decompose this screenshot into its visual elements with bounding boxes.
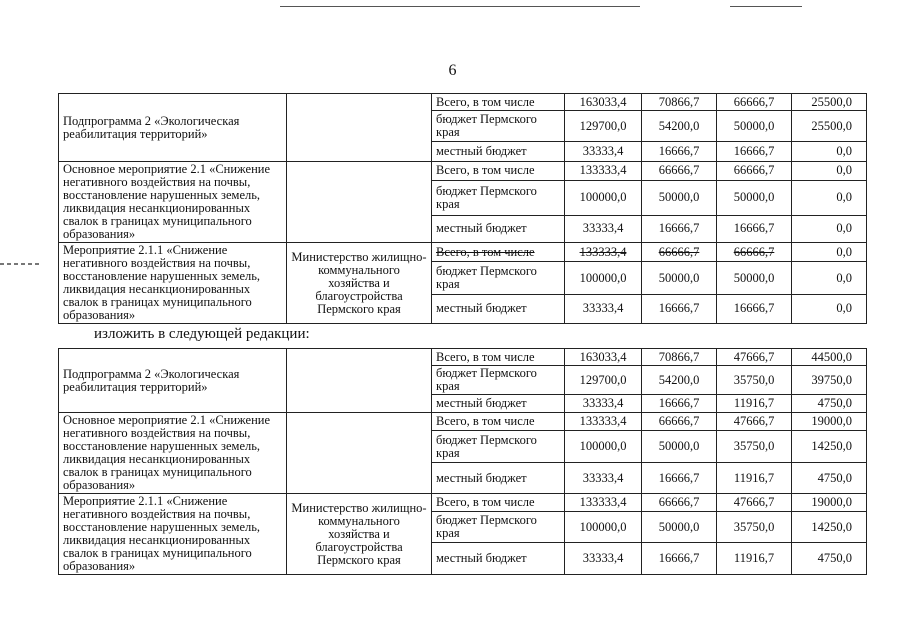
table-row bbox=[59, 94, 867, 111]
amount-cell: 50000,0 bbox=[642, 512, 717, 543]
amount-cell: 16666,7 bbox=[642, 294, 717, 323]
funding-source-cell: местный бюджет bbox=[432, 463, 565, 494]
item-name-cell: Основное мероприятие 2.1 «Снижение негативного воздействия на почвы, восстановление нарушенных земель, ликвидация несанкционированных свалок в границах муниципального образования» bbox=[59, 162, 287, 243]
amount-cell: 14250,0 bbox=[792, 431, 867, 463]
amount-cell: 70866,7 bbox=[642, 349, 717, 366]
executor-cell: Министерство жилищно-коммунального хозяйства и благоустройства Пермского края bbox=[287, 494, 432, 575]
amount-cell: 0,0 bbox=[792, 180, 867, 215]
amount-cell: 4750,0 bbox=[792, 395, 867, 413]
amount-cell: 54200,0 bbox=[642, 366, 717, 395]
amount-cell: 100000,0 bbox=[565, 431, 642, 463]
funding-source-cell: Всего, в том числе bbox=[432, 349, 565, 366]
funding-source-cell: местный бюджет bbox=[432, 215, 565, 242]
amount-cell: 35750,0 bbox=[717, 512, 792, 543]
scan-artifact-mark bbox=[0, 263, 40, 265]
amount-cell: 0,0 bbox=[792, 262, 867, 294]
funding-source-cell: бюджет Пермского края bbox=[432, 111, 565, 142]
amount-cell: 100000,0 bbox=[565, 512, 642, 543]
amount-cell: 25500,0 bbox=[792, 111, 867, 142]
amount-cell: 0,0 bbox=[792, 215, 867, 242]
funding-source-cell: местный бюджет bbox=[432, 543, 565, 575]
amount-cell: 0,0 bbox=[792, 162, 867, 181]
new-budget-table bbox=[58, 348, 867, 575]
executor-cell: Министерство жилищно-коммунального хозяйства и благоустройства Пермского края bbox=[287, 243, 432, 324]
amount-cell: 16666,7 bbox=[642, 142, 717, 162]
amount-cell: 163033,4 bbox=[565, 94, 642, 111]
funding-source-cell: Всего, в том числе bbox=[432, 413, 565, 431]
amount-cell: 47666,7 bbox=[717, 494, 792, 512]
amount-cell: 16666,7 bbox=[717, 215, 792, 242]
amount-cell: 47666,7 bbox=[717, 349, 792, 366]
funding-source-cell: бюджет Пермского края bbox=[432, 431, 565, 463]
table-row bbox=[59, 349, 867, 366]
table-row bbox=[59, 162, 867, 181]
amount-cell: 66666,7 bbox=[642, 243, 717, 262]
main-activity-block bbox=[59, 162, 867, 243]
amount-cell: 4750,0 bbox=[792, 543, 867, 575]
amount-cell: 133333,4 bbox=[565, 162, 642, 181]
funding-source-cell: Всего, в том числе bbox=[432, 162, 565, 181]
amount-cell: 33333,4 bbox=[565, 294, 642, 323]
amount-cell: 66666,7 bbox=[717, 94, 792, 111]
amount-cell: 33333,4 bbox=[565, 395, 642, 413]
amount-cell: 50000,0 bbox=[717, 111, 792, 142]
amount-cell: 35750,0 bbox=[717, 366, 792, 395]
amount-cell: 66666,7 bbox=[717, 243, 792, 262]
amount-cell: 16666,7 bbox=[717, 142, 792, 162]
amount-cell: 0,0 bbox=[792, 243, 867, 262]
amount-cell: 100000,0 bbox=[565, 262, 642, 294]
amount-cell: 14250,0 bbox=[792, 512, 867, 543]
amount-cell: 0,0 bbox=[792, 142, 867, 162]
amount-cell: 66666,7 bbox=[642, 494, 717, 512]
amount-cell: 16666,7 bbox=[717, 294, 792, 323]
amount-cell: 66666,7 bbox=[642, 162, 717, 181]
funding-source-cell: Всего, в том числе bbox=[432, 94, 565, 111]
funding-source-cell: Всего, в том числе bbox=[432, 243, 565, 262]
item-name-cell: Мероприятие 2.1.1 «Снижение негативного воздействия на почвы, восстановление нарушенных земель, ликвидация несанкционированных свалок в границах муниципального образования» bbox=[59, 243, 287, 324]
amount-cell: 66666,7 bbox=[642, 413, 717, 431]
funding-source-cell: бюджет Пермского края bbox=[432, 262, 565, 294]
amount-cell: 33333,4 bbox=[565, 215, 642, 242]
funding-source-cell: бюджет Пермского края bbox=[432, 180, 565, 215]
amount-cell: 33333,4 bbox=[565, 142, 642, 162]
amount-cell: 100000,0 bbox=[565, 180, 642, 215]
funding-source-cell: местный бюджет bbox=[432, 395, 565, 413]
table-row bbox=[59, 494, 867, 512]
amount-cell: 44500,0 bbox=[792, 349, 867, 366]
amount-cell: 129700,0 bbox=[565, 366, 642, 395]
table-row bbox=[59, 243, 867, 262]
top-border-line bbox=[730, 6, 802, 7]
item-name-cell: Подпрограмма 2 «Экологическая реабилитация территорий» bbox=[59, 94, 287, 162]
funding-source-cell: Всего, в том числе bbox=[432, 494, 565, 512]
amount-cell: 50000,0 bbox=[642, 431, 717, 463]
amount-cell: 70866,7 bbox=[642, 94, 717, 111]
page-number: 6 bbox=[448, 62, 457, 79]
activity-block bbox=[59, 243, 867, 324]
top-border-line bbox=[280, 6, 640, 7]
amount-cell: 133333,4 bbox=[565, 243, 642, 262]
amount-cell: 133333,4 bbox=[565, 413, 642, 431]
amount-cell: 50000,0 bbox=[642, 180, 717, 215]
old-budget-table bbox=[58, 93, 867, 324]
amount-cell: 19000,0 bbox=[792, 413, 867, 431]
item-name-cell: Мероприятие 2.1.1 «Снижение негативного воздействия на почвы, восстановление нарушенных земель, ликвидация несанкционированных свалок в границах муниципального образования» bbox=[59, 494, 287, 575]
funding-source-cell: бюджет Пермского края bbox=[432, 512, 565, 543]
amount-cell: 0,0 bbox=[792, 294, 867, 323]
amount-cell: 19000,0 bbox=[792, 494, 867, 512]
funding-source-cell: местный бюджет bbox=[432, 294, 565, 323]
amount-cell: 50000,0 bbox=[717, 262, 792, 294]
amount-cell: 50000,0 bbox=[717, 180, 792, 215]
amount-cell: 47666,7 bbox=[717, 413, 792, 431]
subprogram-block bbox=[59, 94, 867, 162]
amount-cell: 11916,7 bbox=[717, 463, 792, 494]
amount-cell: 11916,7 bbox=[717, 543, 792, 575]
amount-cell: 54200,0 bbox=[642, 111, 717, 142]
amount-cell: 16666,7 bbox=[642, 543, 717, 575]
activity-block bbox=[59, 494, 867, 575]
amount-cell: 4750,0 bbox=[792, 463, 867, 494]
funding-source-cell: местный бюджет bbox=[432, 142, 565, 162]
amount-cell: 11916,7 bbox=[717, 395, 792, 413]
main-activity-block bbox=[59, 413, 867, 494]
amount-cell: 163033,4 bbox=[565, 349, 642, 366]
amount-cell: 35750,0 bbox=[717, 431, 792, 463]
amount-cell: 16666,7 bbox=[642, 395, 717, 413]
amount-cell: 129700,0 bbox=[565, 111, 642, 142]
executor-cell bbox=[287, 94, 432, 162]
amount-cell: 33333,4 bbox=[565, 463, 642, 494]
amount-cell: 133333,4 bbox=[565, 494, 642, 512]
table-row bbox=[59, 413, 867, 431]
item-name-cell: Подпрограмма 2 «Экологическая реабилитация территорий» bbox=[59, 349, 287, 413]
funding-source-cell: бюджет Пермского края bbox=[432, 366, 565, 395]
amount-cell: 66666,7 bbox=[717, 162, 792, 181]
amount-cell: 39750,0 bbox=[792, 366, 867, 395]
amount-cell: 16666,7 bbox=[642, 215, 717, 242]
amount-cell: 16666,7 bbox=[642, 463, 717, 494]
executor-cell bbox=[287, 162, 432, 243]
subprogram-block bbox=[59, 349, 867, 413]
amount-cell: 25500,0 bbox=[792, 94, 867, 111]
amendment-caption: изложить в следующей редакции: bbox=[94, 326, 310, 342]
item-name-cell: Основное мероприятие 2.1 «Снижение негативного воздействия на почвы, восстановление нарушенных земель, ликвидация несанкционированных свалок в границах муниципального образования» bbox=[59, 413, 287, 494]
amount-cell: 33333,4 bbox=[565, 543, 642, 575]
executor-cell bbox=[287, 349, 432, 413]
executor-cell bbox=[287, 413, 432, 494]
amount-cell: 50000,0 bbox=[642, 262, 717, 294]
